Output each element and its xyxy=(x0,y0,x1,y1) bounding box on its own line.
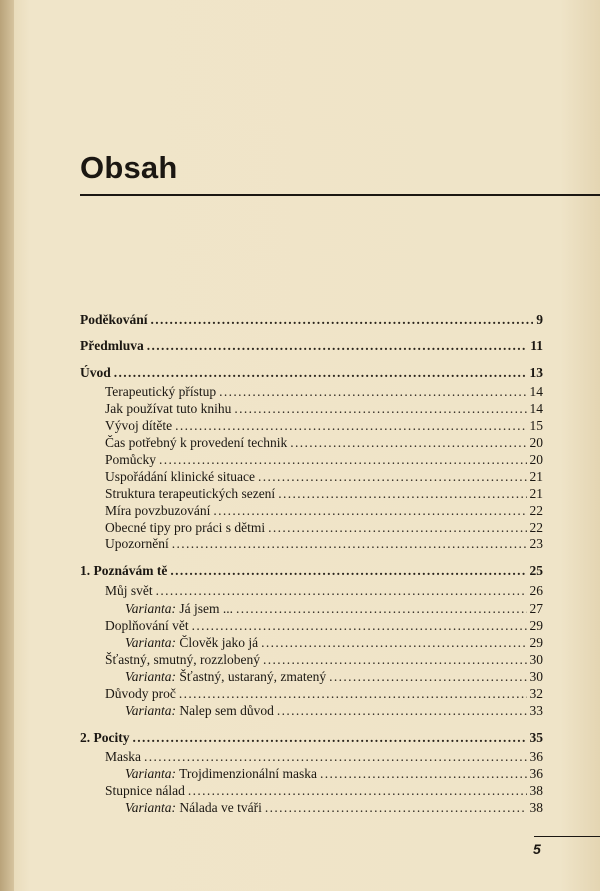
toc-entry xyxy=(125,702,543,719)
toc-entry-page: 21 xyxy=(529,469,543,484)
toc-entry-label xyxy=(105,651,260,668)
toc-entry-title: Poděkování xyxy=(80,312,148,327)
toc-entry-title: Trojdimenzionální maska xyxy=(176,766,318,781)
toc-entry xyxy=(105,582,543,599)
toc-entry-label xyxy=(105,417,172,434)
toc-dot-leader xyxy=(179,685,527,702)
toc-entry-page: 9 xyxy=(536,312,543,327)
toc-entry-label xyxy=(105,485,275,502)
toc-dot-leader xyxy=(147,337,527,354)
toc-entry-title: Upozornění xyxy=(105,536,169,551)
toc-entry-page: 20 xyxy=(529,435,543,450)
toc-entry xyxy=(125,799,543,816)
toc-entry-label xyxy=(105,383,216,400)
toc-dot-leader xyxy=(156,582,527,599)
toc-entry-page: 30 xyxy=(529,669,543,684)
toc-entry-page: 15 xyxy=(529,418,543,433)
toc-entry-page: 29 xyxy=(529,635,543,650)
toc-entry xyxy=(80,311,543,328)
toc-entry-page: 30 xyxy=(529,652,543,667)
toc-dot-leader xyxy=(159,451,526,468)
toc-dot-leader xyxy=(236,600,526,617)
toc-entry-page: 27 xyxy=(529,601,543,616)
toc-entry-page: 36 xyxy=(529,766,543,781)
toc-entry-title: Vývoj dítěte xyxy=(105,418,173,433)
toc-entry xyxy=(105,400,543,417)
toc-dot-leader xyxy=(172,535,527,552)
toc-dot-leader xyxy=(213,502,526,519)
toc-dot-leader xyxy=(261,634,526,651)
toc-dot-leader xyxy=(278,485,526,502)
toc-dot-leader xyxy=(170,562,526,579)
toc-entry-title: Úvod xyxy=(80,365,111,380)
toc-entry-title: Nálada ve tváři xyxy=(176,800,262,815)
toc-entry-label xyxy=(105,782,185,799)
toc-entry-label xyxy=(105,434,287,451)
toc-entry-label xyxy=(125,668,326,685)
toc-entry xyxy=(125,668,543,685)
toc-entry-label xyxy=(105,535,169,552)
toc-entry-variant-prefix: Varianta: xyxy=(125,601,177,616)
toc-entry xyxy=(105,417,543,434)
toc-dot-leader xyxy=(114,364,527,381)
toc-entry xyxy=(105,617,543,634)
toc-entry-page: 23 xyxy=(529,536,543,551)
toc-entry-label xyxy=(105,400,231,417)
toc-entry xyxy=(105,651,543,668)
toc-entry-title: Stupnice nálad xyxy=(105,783,185,798)
toc-entry-label xyxy=(80,311,148,328)
toc-entry-title: Čas potřebný k provedení technik xyxy=(105,435,288,450)
toc-entry-title: 2. Pocity xyxy=(80,730,130,745)
toc-entry xyxy=(105,451,543,468)
toc-entry xyxy=(105,748,543,765)
toc-entry xyxy=(125,600,543,617)
toc-entry-page: 32 xyxy=(529,686,543,701)
toc-dot-leader xyxy=(268,519,526,536)
toc-entry xyxy=(105,685,543,702)
toc-entry-label xyxy=(125,765,317,782)
toc-entry-title: Důvody proč xyxy=(105,686,176,701)
toc-entry xyxy=(105,535,543,552)
toc-entry xyxy=(105,519,543,536)
toc-entry xyxy=(80,562,543,579)
toc-entry xyxy=(105,434,543,451)
toc-entry-page: 25 xyxy=(529,563,543,578)
toc-dot-leader xyxy=(258,468,527,485)
toc-entry-label xyxy=(105,685,176,702)
toc-entry-label xyxy=(80,729,130,746)
toc-entry-title: Předmluva xyxy=(80,338,144,353)
toc-entry xyxy=(105,782,543,799)
toc-dot-leader xyxy=(133,729,527,746)
toc-entry-page: 22 xyxy=(529,520,543,535)
toc-entry-page: 38 xyxy=(529,800,543,815)
toc-entry-variant-prefix: Varianta: xyxy=(125,800,177,815)
toc-entry xyxy=(105,485,543,502)
toc-entry-label xyxy=(125,702,274,719)
toc-entry-page: 11 xyxy=(530,338,543,353)
toc-entry-title: Šťastný, smutný, rozzlobený xyxy=(105,652,260,667)
toc-entry-page: 22 xyxy=(529,503,543,518)
page-number: 5 xyxy=(533,841,541,857)
toc-dot-leader xyxy=(151,311,534,328)
toc-entry-title: Míra povzbuzování xyxy=(105,503,211,518)
toc-entry-variant-prefix: Varianta: xyxy=(125,635,177,650)
footer-rule xyxy=(534,836,600,837)
toc-entry-title: Jak používat tuto knihu xyxy=(105,401,232,416)
toc-dot-leader xyxy=(234,400,526,417)
toc-entry-label xyxy=(105,468,255,485)
toc-entry-label xyxy=(125,600,233,617)
toc-dot-leader xyxy=(277,702,527,719)
toc-entry-variant-prefix: Varianta: xyxy=(125,703,177,718)
toc-entry-title: Doplňování vět xyxy=(105,618,189,633)
toc-entry xyxy=(105,468,543,485)
toc-entry-page: 35 xyxy=(529,730,543,745)
toc-entry-label xyxy=(105,502,210,519)
toc-entry-page: 38 xyxy=(529,783,543,798)
toc-entry-title: Obecné tipy pro práci s dětmi xyxy=(105,520,266,535)
toc-entry-label xyxy=(105,617,189,634)
toc-entry-page: 36 xyxy=(529,749,543,764)
toc-entry-label xyxy=(125,634,258,651)
toc-entry-page: 33 xyxy=(529,703,543,718)
toc-entry-title: Šťastný, ustaraný, zmatený xyxy=(176,669,327,684)
toc-dot-leader xyxy=(263,651,527,668)
toc-entry-page: 26 xyxy=(529,583,543,598)
toc-entry-variant-prefix: Varianta: xyxy=(125,766,177,781)
toc-entry xyxy=(105,383,543,400)
toc-entry-label xyxy=(105,451,156,468)
toc-entry xyxy=(125,634,543,651)
toc-dot-leader xyxy=(265,799,527,816)
toc-entry xyxy=(125,765,543,782)
toc-entry-label xyxy=(80,562,167,579)
toc-entry-title: 1. Poznávám tě xyxy=(80,563,168,578)
toc-entry xyxy=(80,364,543,381)
toc-entry-title: Můj svět xyxy=(105,583,153,598)
toc-entry-page: 21 xyxy=(529,486,543,501)
toc-dot-leader xyxy=(219,383,526,400)
toc-entry-title: Člověk jako já xyxy=(176,635,259,650)
page-title: Obsah xyxy=(80,150,178,185)
toc-entry-label xyxy=(105,519,265,536)
toc-entry-title: Terapeutický přístup xyxy=(105,384,217,399)
toc-entry-title: Struktura terapeutických sezení xyxy=(105,486,276,501)
toc-entry-title: Nalep sem důvod xyxy=(176,703,274,718)
toc-entry-title: Já jsem ... xyxy=(176,601,234,616)
toc-entry-page: 14 xyxy=(529,401,543,416)
toc-dot-leader xyxy=(188,782,527,799)
toc-dot-leader xyxy=(329,668,526,685)
toc-dot-leader xyxy=(144,748,527,765)
toc-dot-leader xyxy=(290,434,526,451)
toc-entry-label xyxy=(80,337,144,354)
toc-entry-label xyxy=(125,799,262,816)
toc-entry-page: 29 xyxy=(529,618,543,633)
toc-entry-label xyxy=(105,582,153,599)
toc-entry-page: 20 xyxy=(529,452,543,467)
toc-entry-title: Pomůcky xyxy=(105,452,157,467)
toc-entry-label xyxy=(105,748,141,765)
toc-entry-title: Maska xyxy=(105,749,141,764)
toc-entry xyxy=(105,502,543,519)
toc-entry xyxy=(80,337,543,354)
toc-entry-page: 14 xyxy=(529,384,543,399)
toc-entry-page: 13 xyxy=(529,365,543,380)
toc-dot-leader xyxy=(192,617,527,634)
toc-entry-variant-prefix: Varianta: xyxy=(125,669,177,684)
toc-dot-leader xyxy=(175,417,526,434)
toc-entry-title: Uspořádání klinické situace xyxy=(105,469,255,484)
toc-entry xyxy=(80,729,543,746)
toc-dot-leader xyxy=(320,765,526,782)
toc-entry-label xyxy=(80,364,111,381)
